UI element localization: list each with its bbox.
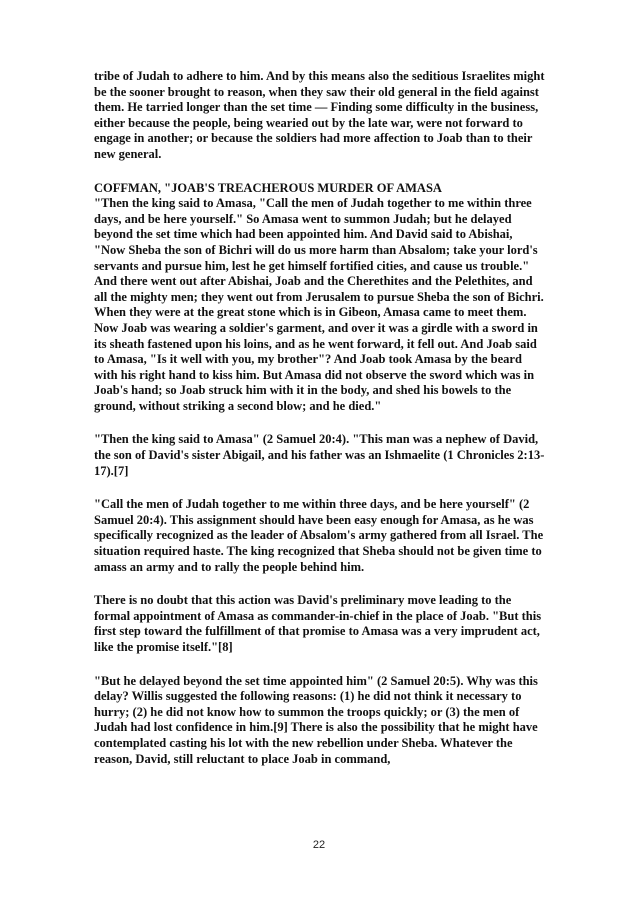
paragraph-call-men-of-judah: "Call the men of Judah together to me within three days, and be here yourself" (2 Samuel 20:4). This assignment should have been easy enough for Amasa, as he was specifically recognized as the leader of Absalom's army gathered from all Israel. The situation required haste. The king recognized that Sheba should not be given time to amass an army and to rally the people behind him. [94, 497, 544, 574]
paragraph-delay-reasons: "But he delayed beyond the set time appointed him" (2 Samuel 20:5). Why was this delay? Willis suggested the following reasons: (1) he did not think it necessary to hurry; (2) he did not know how to summon the troops quickly; or (3) the men of Judah had lost confidence in him.[9] There is also the possibility that he might have contemplated casting his lot with the new rebellion under Sheba. Whatever the reason, David, still reluctant to place Joab in command, [94, 673, 538, 766]
paragraph-scripture-quote: "Then the king said to Amasa, "Call the men of Judah together to me within three days, and be here yourself." So Amasa went to summon Judah; but he delayed beyond the set time which had been appointed him. And David said to Abishai, "Now Sheba the son of Bichri will do us more harm than Absalom; take your lord's servants and pursue him, lest he get himself fortified cities, and cause us trouble." And there went out after Abishai, Joab and the Cherethites and the Pelethites, and all the mighty men; they went out from Jerusalem to pursue Sheba the son of Bichri. When they were at the great stone which is in Gibeon, Amasa came to meet them. Now Joab was wearing a soldier's garment, and over it was a girdle with a sword in its sheath fastened upon his loins, and as he went forward, it fell out. And Joab said to Amasa, "Is it well with you, my brother"? And Joab took Amasa by the beard with his right hand to kiss him. But Amasa did not observe the sword which was in Joab's hand; so Joab struck him with it in the body, and shed his bowels to the ground, without striking a second blow; and he died." [94, 196, 544, 413]
page-number: 22 [312, 839, 326, 851]
paragraph-preliminary-move: There is no doubt that this action was David's preliminary move leading to the formal appointment of Amasa as commander-in-chief in the place of Joab. "But this first step toward the fulfillment of that promise to Amasa was a very imprudent act, like the promise itself."[8] [94, 593, 542, 654]
page-body [94, 69, 546, 783]
paragraph-amasa-nephew: "Then the king said to Amasa" (2 Samuel 20:4). "This man was a nephew of David, the son of David's sister Abigail, and his father was an Ishmaelite (1 Chronicles 2:13-17).[7] [94, 432, 545, 478]
paragraph-jamieson-commentary: tribe of Judah to adhere to him. And by this means also the seditious Israelites might be the sooner brought to reason, when they saw their old general in the field against them. He tarried longer than the set time — Finding some difficulty in the business, either because the people, being wearied out by the late war, were not forward to engage in another; or because the soldiers had more affection to Joab than to their new general. [94, 69, 545, 161]
section-heading-coffman: COFFMAN, "JOAB'S TREACHEROUS MURDER OF AMASA [94, 180, 442, 195]
